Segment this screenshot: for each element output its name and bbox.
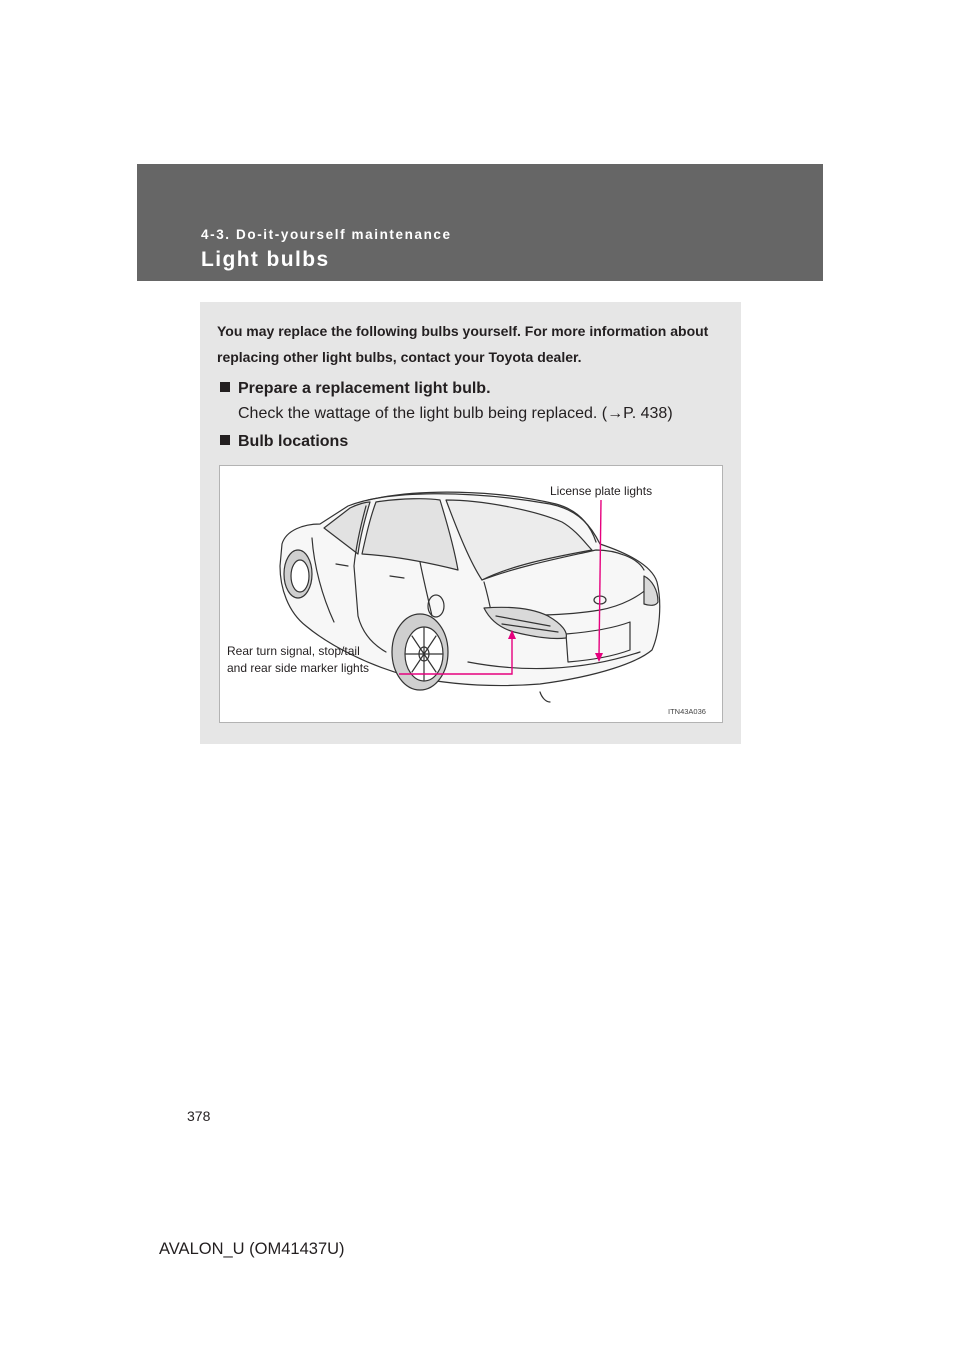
locations-heading-label: Bulb locations: [238, 433, 349, 450]
prepare-text: Check the wattage of the light bulb being replaced. (→P. 438): [238, 405, 673, 422]
rear-lights-label-line2: and rear side marker lights: [227, 661, 370, 675]
bulb-locations-figure: [219, 465, 723, 723]
square-bullet-icon: [220, 382, 230, 392]
square-bullet-icon: [220, 435, 230, 445]
figure-code: ITN43A036: [668, 707, 706, 716]
section-label: 4-3. Do-it-yourself maintenance: [201, 227, 452, 242]
page-title: Light bulbs: [201, 248, 330, 271]
content-box: [200, 302, 741, 744]
document-id: AVALON_U (OM41437U): [159, 1240, 345, 1258]
intro-text: You may replace the following bulbs yourself. For more information about replacing other light bulbs, contact your Toyota dealer.: [217, 323, 709, 365]
locations-heading: [220, 433, 348, 451]
car-illustration: [220, 466, 724, 724]
rear-lights-label-line1: Rear turn signal, stop/tail: [227, 644, 360, 658]
page-header: [137, 164, 823, 281]
page-number: 378: [187, 1108, 211, 1124]
prepare-heading-label: Prepare a replacement light bulb.: [238, 380, 491, 397]
license-plate-lights-label: License plate lights: [550, 484, 653, 498]
rear-lights-label: [227, 643, 397, 677]
prepare-heading: [220, 380, 491, 398]
